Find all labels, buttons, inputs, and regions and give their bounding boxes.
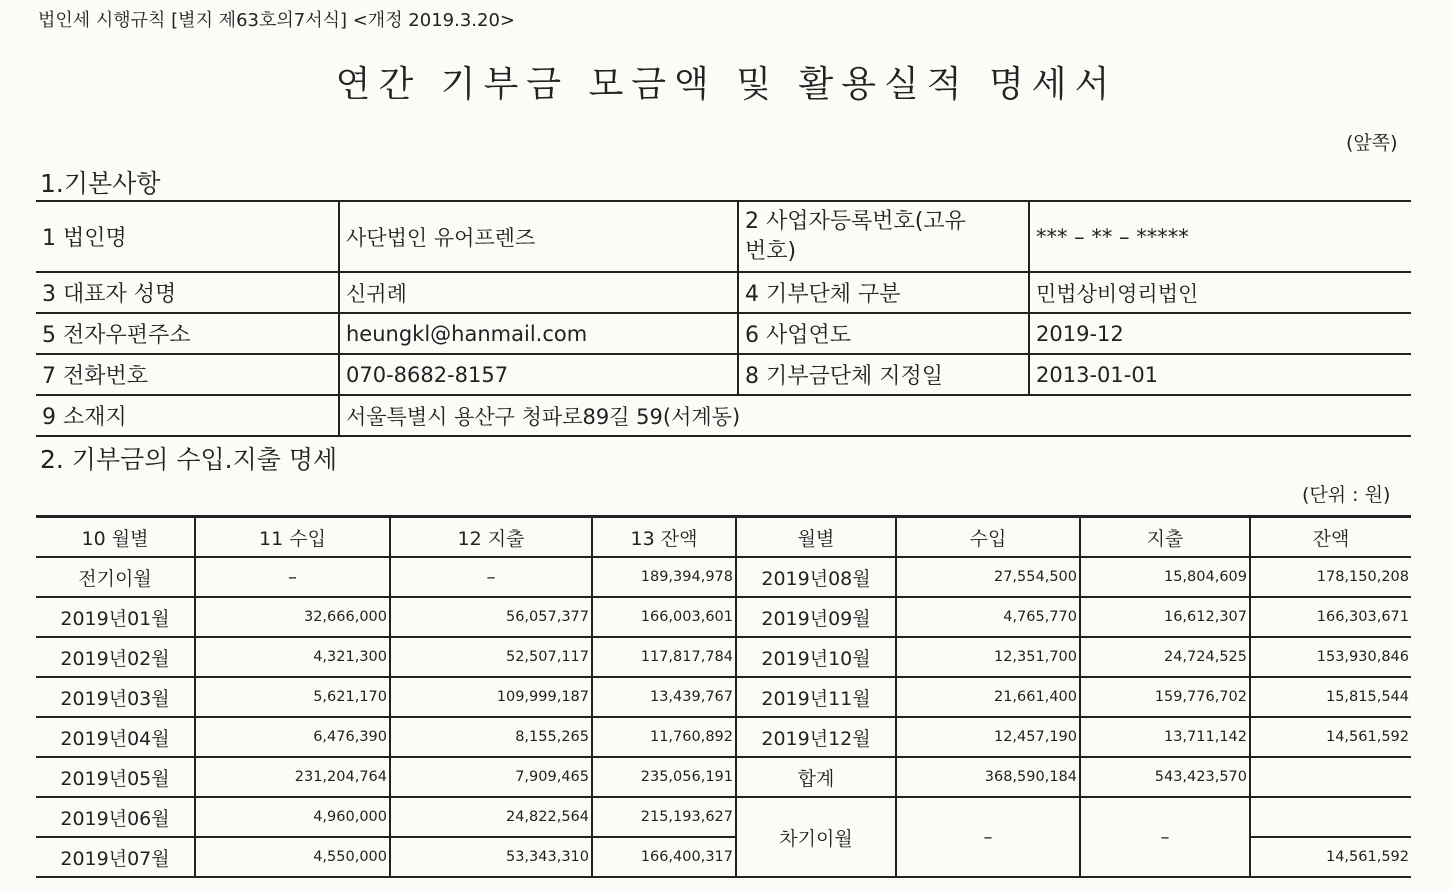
balance-cell: 11,760,892 [592, 717, 736, 757]
basic-row [36, 395, 1411, 436]
header-month: 10 월별 [36, 517, 195, 558]
month-cell: 전기이월 [36, 557, 195, 597]
address-label: 9 소재지 [36, 395, 339, 436]
month-cell: 2019년04월 [36, 717, 195, 757]
expense-cell: 24,724,525 [1080, 637, 1250, 677]
fiscal-year-label: 6 사업연도 [738, 313, 1029, 354]
month-cell: 2019년01월 [36, 597, 195, 637]
expense-cell: 15,804,609 [1080, 557, 1250, 597]
email-label: 5 전자우편주소 [36, 313, 339, 354]
unit-label: (단위 : 원) [1302, 484, 1391, 506]
income-cell: 4,765,770 [896, 597, 1080, 637]
carry-forward-balance-blank [1250, 797, 1411, 837]
expense-cell: 7,909,465 [390, 757, 592, 797]
form-code: 법인세 시행규칙 [별지 제63호의7서식] <개정 2019.3.20> [38, 10, 515, 31]
page-side-label: (앞쪽) [1346, 132, 1398, 154]
balance-cell: 215,193,627 [592, 797, 736, 837]
ledger-table [36, 515, 1411, 878]
designation-date-value: 2013-01-01 [1029, 354, 1411, 395]
ledger-row [36, 677, 1411, 717]
ledger-row [36, 597, 1411, 637]
income-cell: 6,476,390 [195, 717, 390, 757]
income-cell: 4,550,000 [195, 837, 390, 877]
month-cell: 2019년12월 [736, 717, 896, 757]
header-expense-2: 지출 [1080, 517, 1250, 558]
income-cell: 12,457,190 [896, 717, 1080, 757]
ledger-row [36, 637, 1411, 677]
expense-cell: 159,776,702 [1080, 677, 1250, 717]
total-expense: 543,423,570 [1080, 757, 1250, 797]
balance-cell: 14,561,592 [1250, 717, 1411, 757]
corp-name-label: 1 법인명 [36, 201, 339, 272]
total-label: 합계 [736, 757, 896, 797]
header-income-2: 수입 [896, 517, 1080, 558]
expense-cell: 52,507,117 [390, 637, 592, 677]
month-cell: 2019년09월 [736, 597, 896, 637]
ledger-row [36, 717, 1411, 757]
balance-cell: 166,400,317 [592, 837, 736, 877]
expense-cell: 24,822,564 [390, 797, 592, 837]
phone-value: 070-8682-8157 [339, 354, 738, 395]
phone-label: 7 전화번호 [36, 354, 339, 395]
expense-cell: 109,999,187 [390, 677, 592, 717]
designation-date-label: 8 기부금단체 지정일 [738, 354, 1029, 395]
expense-cell: – [390, 557, 592, 597]
header-balance: 13 잔액 [592, 517, 736, 558]
basic-row [36, 272, 1411, 313]
income-cell: 12,351,700 [896, 637, 1080, 677]
header-expense: 12 지출 [390, 517, 592, 558]
total-income: 368,590,184 [896, 757, 1080, 797]
total-balance [1250, 757, 1411, 797]
representative-label: 3 대표자 성명 [36, 272, 339, 313]
month-cell: 2019년07월 [36, 837, 195, 877]
carry-forward-label: 차기이월 [736, 797, 896, 877]
balance-cell: 166,003,601 [592, 597, 736, 637]
header-month-2: 월별 [736, 517, 896, 558]
income-cell: 231,204,764 [195, 757, 390, 797]
expense-cell: 13,711,142 [1080, 717, 1250, 757]
month-cell: 2019년02월 [36, 637, 195, 677]
expense-cell: 56,057,377 [390, 597, 592, 637]
header-income: 11 수입 [195, 517, 390, 558]
carry-forward-balance: 14,561,592 [1250, 837, 1411, 877]
balance-cell: 153,930,846 [1250, 637, 1411, 677]
ledger-row [36, 757, 1411, 797]
fiscal-year-value: 2019-12 [1029, 313, 1411, 354]
expense-cell: 8,155,265 [390, 717, 592, 757]
biz-reg-no-value: *** – ** – ***** [1029, 201, 1411, 272]
org-type-value: 민법상비영리법인 [1029, 272, 1411, 313]
income-cell: 5,621,170 [195, 677, 390, 717]
month-cell: 2019년05월 [36, 757, 195, 797]
representative-value: 신귀례 [339, 272, 738, 313]
email-value: heungkl@hanmail.com [339, 313, 738, 354]
carry-forward-income: – [896, 797, 1080, 877]
ledger-row [36, 557, 1411, 597]
header-balance-2: 잔액 [1250, 517, 1411, 558]
balance-cell: 235,056,191 [592, 757, 736, 797]
expense-cell: 53,343,310 [390, 837, 592, 877]
ledger-row [36, 797, 1411, 837]
carry-forward-expense: – [1080, 797, 1250, 877]
section1-heading: 1.기본사항 [40, 169, 161, 198]
balance-cell: 15,815,544 [1250, 677, 1411, 717]
balance-cell: 178,150,208 [1250, 557, 1411, 597]
org-type-label: 4 기부단체 구분 [738, 272, 1029, 313]
month-cell: 2019년10월 [736, 637, 896, 677]
balance-cell: 13,439,767 [592, 677, 736, 717]
month-cell: 2019년11월 [736, 677, 896, 717]
income-cell: – [195, 557, 390, 597]
balance-cell: 189,394,978 [592, 557, 736, 597]
biz-reg-no-label: 2 사업자등록번호(고유 번호) [738, 201, 1029, 272]
basic-row [36, 201, 1411, 272]
month-cell: 2019년03월 [36, 677, 195, 717]
section2-heading: 2. 기부금의 수입.지출 명세 [40, 445, 338, 474]
basic-row [36, 354, 1411, 395]
income-cell: 4,960,000 [195, 797, 390, 837]
balance-cell: 166,303,671 [1250, 597, 1411, 637]
income-cell: 21,661,400 [896, 677, 1080, 717]
balance-cell: 117,817,784 [592, 637, 736, 677]
expense-cell: 16,612,307 [1080, 597, 1250, 637]
ledger-header-row [36, 517, 1411, 558]
basic-info-table [36, 200, 1411, 437]
month-cell: 2019년06월 [36, 797, 195, 837]
basic-row [36, 313, 1411, 354]
income-cell: 4,321,300 [195, 637, 390, 677]
income-cell: 27,554,500 [896, 557, 1080, 597]
address-value: 서울특별시 용산구 청파로89길 59(서계동) [339, 395, 1411, 436]
income-cell: 32,666,000 [195, 597, 390, 637]
page-title: 연간 기부금 모금액 및 활용실적 명세서 [335, 64, 1118, 105]
corp-name-value: 사단법인 유어프렌즈 [339, 201, 738, 272]
month-cell: 2019년08월 [736, 557, 896, 597]
